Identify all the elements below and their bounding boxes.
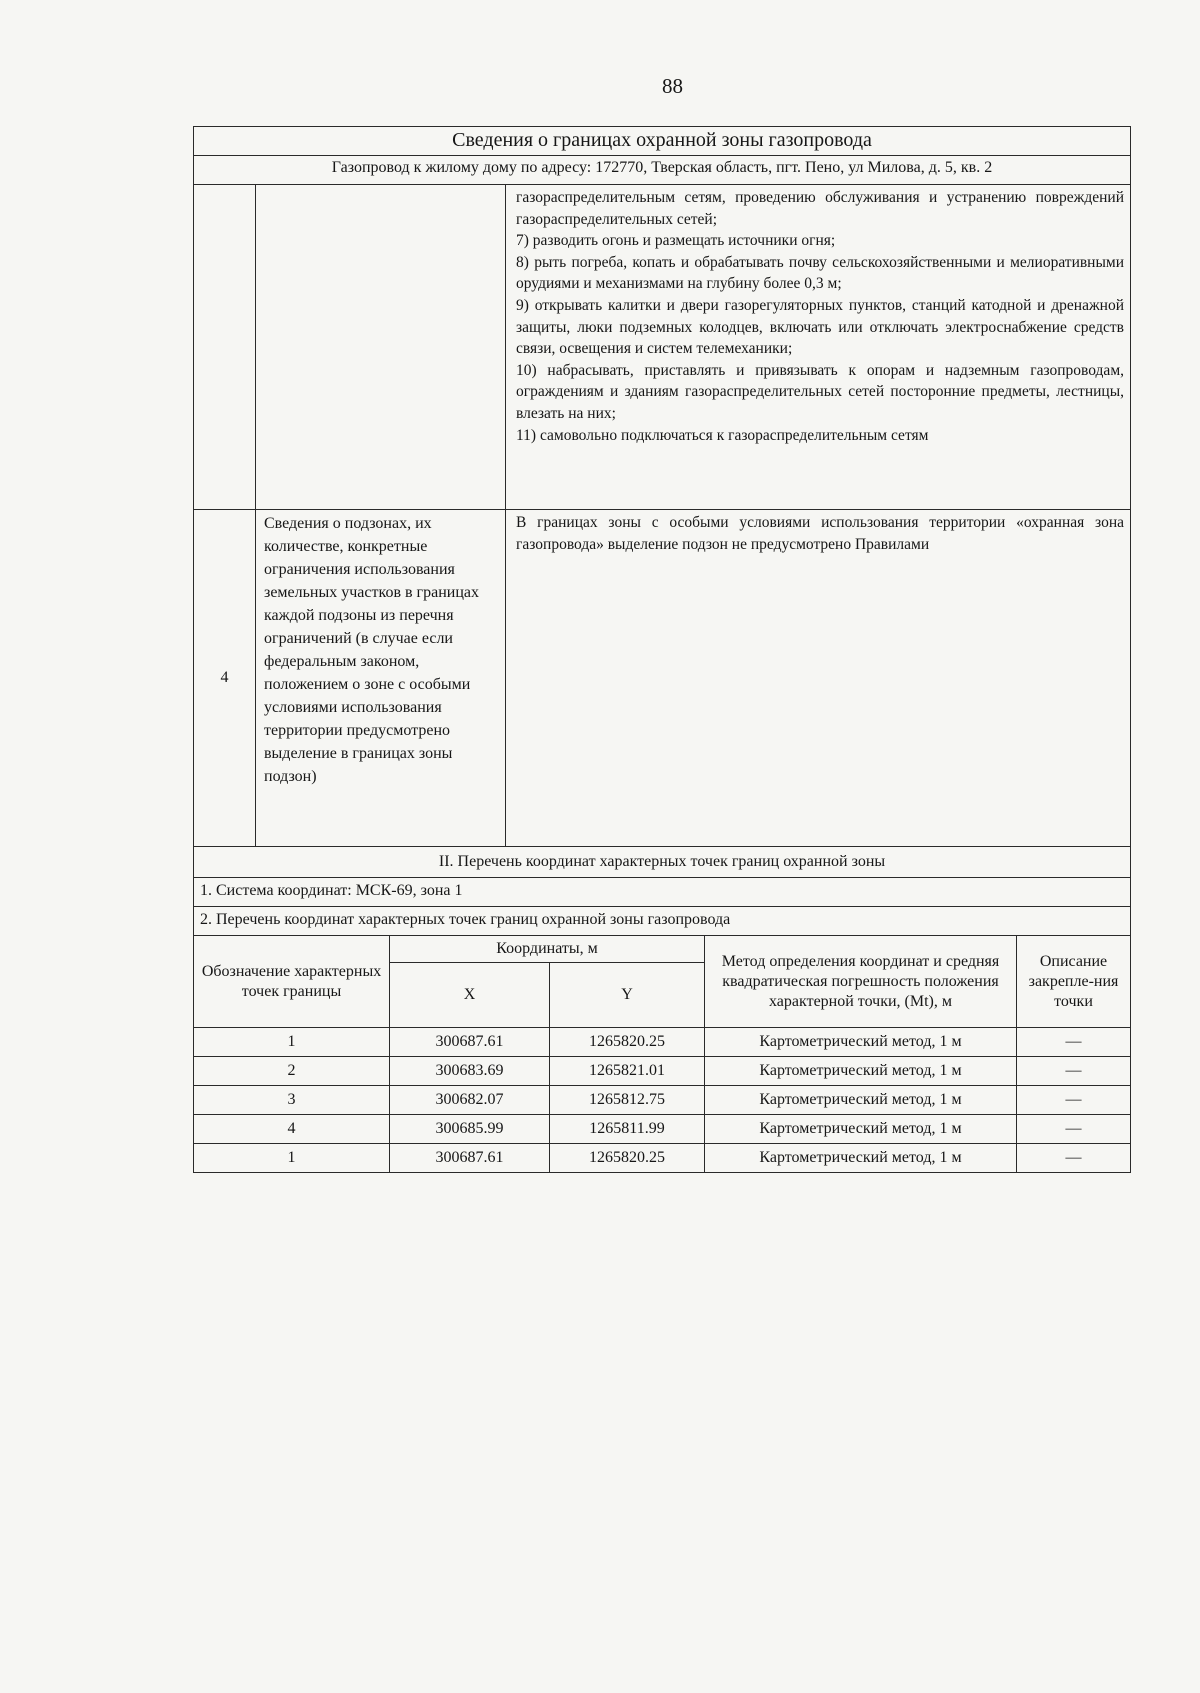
- coord-x: 300682.07: [390, 1086, 550, 1115]
- paragraph: 7) разводить огонь и размещать источники огня;: [516, 232, 836, 250]
- restrictions-text: [506, 185, 1131, 510]
- col-header-y: Y: [550, 963, 705, 1028]
- paragraph: 10) набрасывать, приставлять и привязывать к опорам и надземным газопроводам, ограждениям и зданиям газораспределительных сетей посторонние предметы, лестницы, влезать на них;: [516, 361, 1124, 422]
- row-number: 4: [194, 510, 256, 847]
- document-sheet: [193, 126, 1131, 1173]
- coord-x: 300685.99: [390, 1115, 550, 1144]
- method: Картометрический метод, 1 м: [705, 1028, 1017, 1057]
- table-row: [194, 1115, 1131, 1144]
- paragraph: 9) открывать калитки и двери газорегуляторных пунктов, станций катодной и дренажной защиты, люки подземных колодцев, включать или отключать электроснабжение средств связи, освещения и систем телемеханики;: [516, 296, 1124, 358]
- zone-info-table: [193, 126, 1131, 936]
- coord-y: 1265821.01: [550, 1057, 705, 1086]
- point-id: 2: [194, 1057, 390, 1086]
- col-header-x: X: [390, 963, 550, 1028]
- table-row: [194, 1144, 1131, 1173]
- description: —: [1017, 1144, 1131, 1173]
- row-label: Сведения о подзонах, их количестве, конкретные ограничения использования земельных участков в границах каждой подзоны из перечня ограничений (в случае если федеральным законом, положением о зоне с особыми условиями использования территории предусмотрено выделение в границах зоны подзон): [256, 510, 506, 847]
- coord-y: 1265811.99: [550, 1115, 705, 1144]
- point-id: 1: [194, 1144, 390, 1173]
- paragraph: газораспределительным сетям, проведению обслуживания и устранению повреждений газораспределительных сетей;: [516, 189, 1124, 228]
- coord-x: 300683.69: [390, 1057, 550, 1086]
- col-header-coords: Координаты, м: [390, 936, 705, 963]
- paragraph: 11) самовольно подключаться к газораспределительным сетям: [516, 426, 929, 444]
- method: Картометрический метод, 1 м: [705, 1057, 1017, 1086]
- table-row: [194, 510, 1131, 847]
- description: —: [1017, 1115, 1131, 1144]
- coord-x: 300687.61: [390, 1144, 550, 1173]
- table-row: [194, 1028, 1131, 1057]
- description: —: [1017, 1057, 1131, 1086]
- point-id: 4: [194, 1115, 390, 1144]
- table-row: [194, 1057, 1131, 1086]
- coordinates-table: [193, 935, 1131, 1173]
- description: —: [1017, 1028, 1131, 1057]
- method: Картометрический метод, 1 м: [705, 1086, 1017, 1115]
- table-row: [194, 185, 1131, 510]
- description: —: [1017, 1086, 1131, 1115]
- section-title: II. Перечень координат характерных точек границ охранной зоны: [194, 847, 1131, 878]
- coords-list-title: 2. Перечень координат характерных точек границ охранной зоны газопровода: [194, 907, 1131, 936]
- row-label: [256, 185, 506, 510]
- coord-y: 1265820.25: [550, 1028, 705, 1057]
- page-number: 88: [662, 74, 683, 98]
- point-id: 3: [194, 1086, 390, 1115]
- method: Картометрический метод, 1 м: [705, 1115, 1017, 1144]
- method: Картометрический метод, 1 м: [705, 1144, 1017, 1173]
- table-title: Сведения о границах охранной зоны газопровода: [194, 127, 1131, 156]
- table-subtitle: Газопровод к жилому дому по адресу: 172770, Тверская область, пгт. Пено, ул Милова, д. 5, кв. 2: [194, 156, 1131, 185]
- col-header-description: Описание закрепле-ния точки: [1017, 936, 1131, 1028]
- paragraph: 8) рыть погреба, копать и обрабатывать почву сельскохозяйственными и мелиоративными орудиями и механизмами на глубину более 0,3 м;: [516, 253, 1124, 293]
- row-text: В границах зоны с особыми условиями использования территории «охранная зона газопровода» выделение подзон не предусмотрено Правилами: [506, 510, 1131, 847]
- coord-system: 1. Система координат: МСК-69, зона 1: [194, 878, 1131, 907]
- coord-y: 1265820.25: [550, 1144, 705, 1173]
- col-header-point: Обозначение характерных точек границы: [194, 936, 390, 1028]
- row-number: [194, 185, 256, 510]
- coord-x: 300687.61: [390, 1028, 550, 1057]
- coord-y: 1265812.75: [550, 1086, 705, 1115]
- col-header-method: Метод определения координат и средняя квадратическая погрешность положения характерной точки, (Mt), м: [705, 936, 1017, 1028]
- table-row: [194, 1086, 1131, 1115]
- point-id: 1: [194, 1028, 390, 1057]
